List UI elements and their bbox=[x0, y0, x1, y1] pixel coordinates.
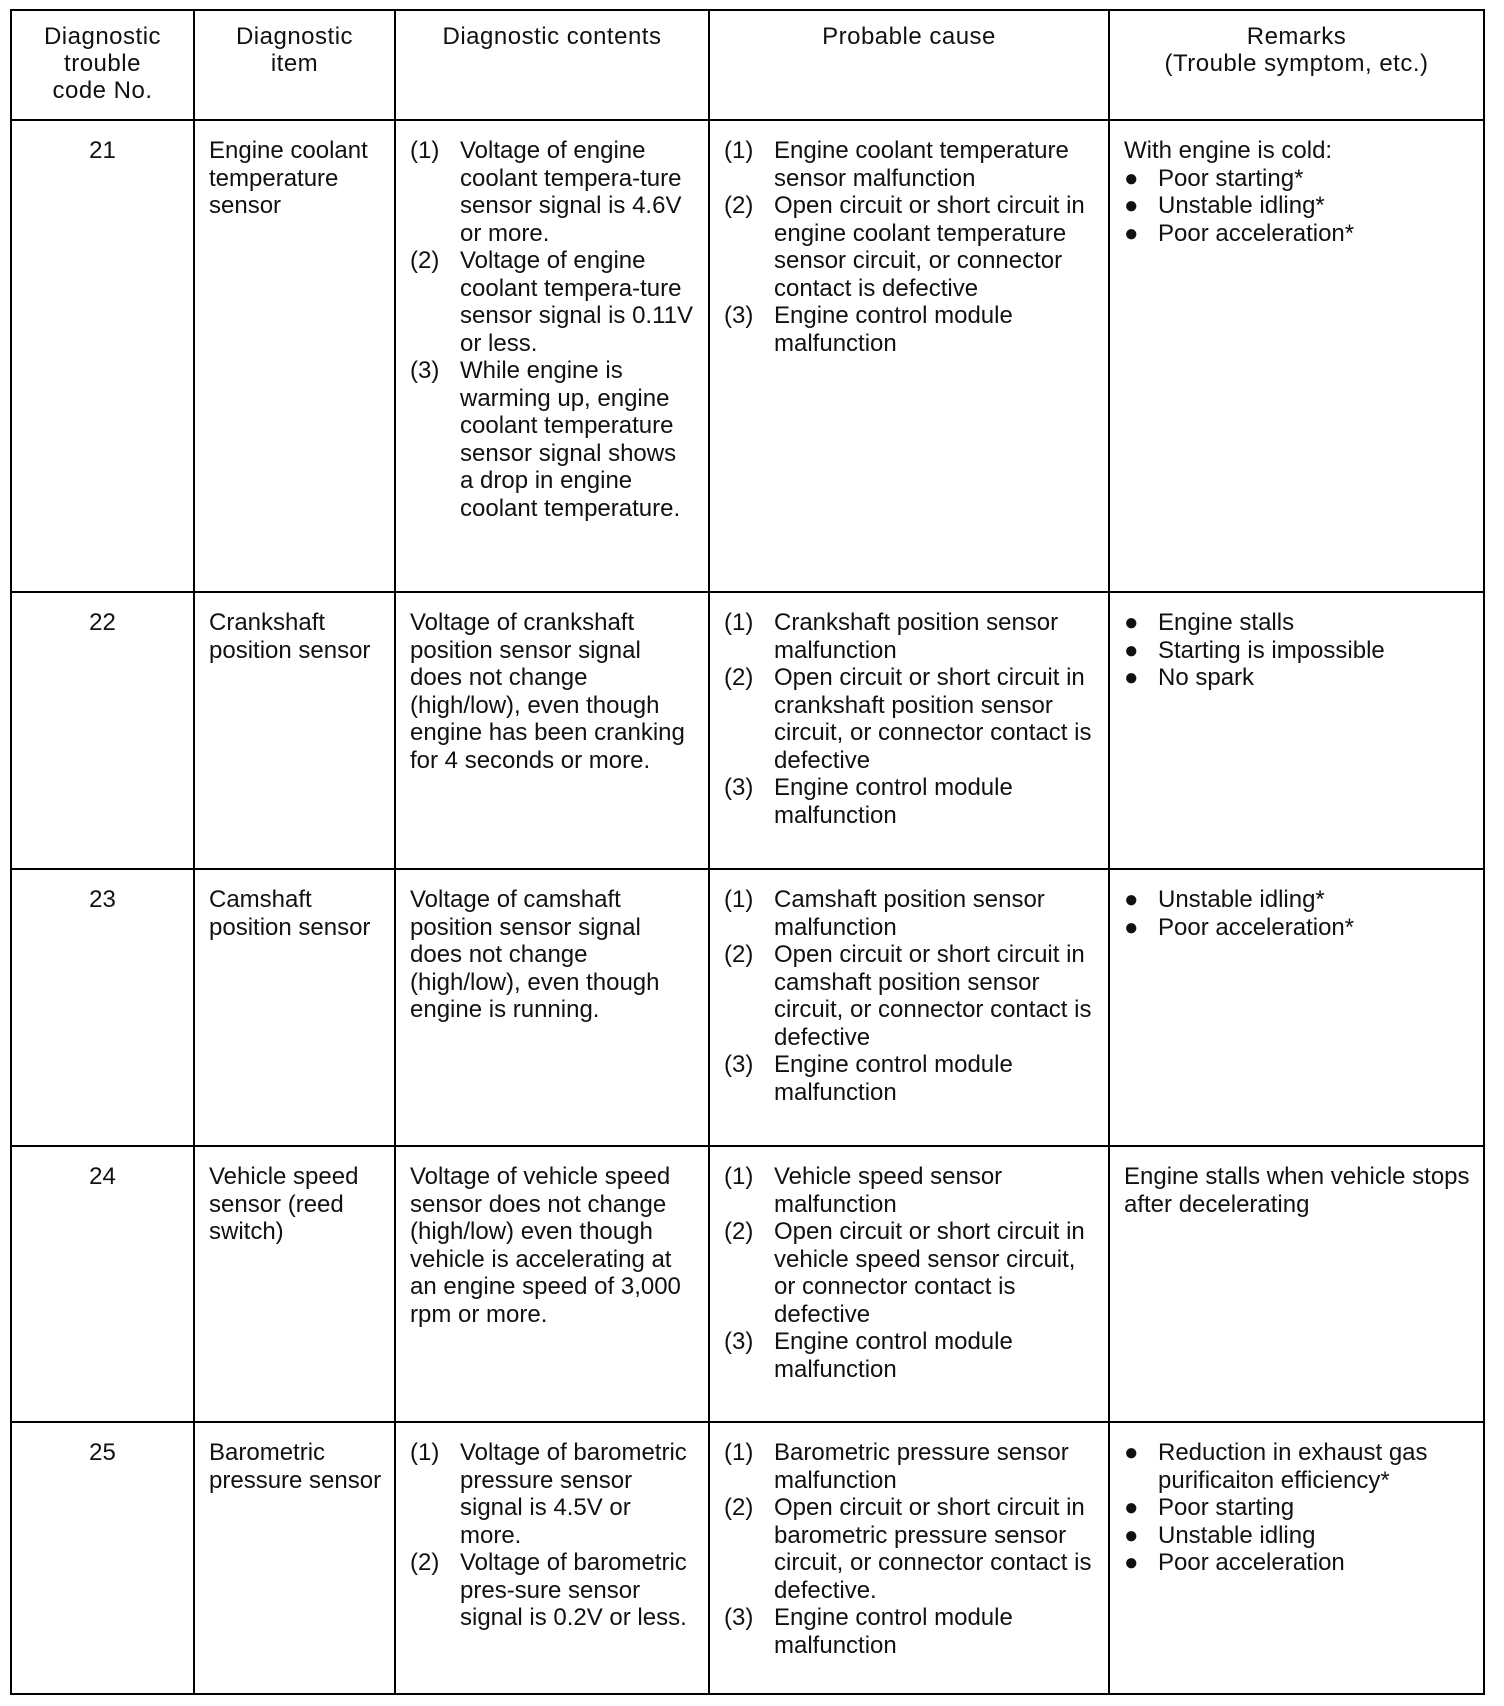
bullet-icon: ● bbox=[1124, 164, 1139, 192]
point-text: Voltage of engine coolant tempera-ture sensor signal is 4.6V or more. bbox=[460, 137, 682, 247]
remarks-cell bbox=[1109, 592, 1484, 869]
cause-point bbox=[724, 1604, 1096, 1659]
cause-cell bbox=[709, 1422, 1109, 1694]
point-number: (3) bbox=[724, 1051, 754, 1078]
header-code: Diagnostic trouble code No. bbox=[11, 10, 194, 120]
remark-bullet bbox=[1124, 914, 1471, 942]
bullet-icon: ● bbox=[1124, 913, 1139, 941]
remark-bullet bbox=[1124, 1439, 1471, 1494]
contents-cell bbox=[395, 1422, 709, 1694]
bullet-icon: ● bbox=[1124, 192, 1139, 219]
cause-point bbox=[724, 1439, 1096, 1494]
header-contents: Diagnostic contents bbox=[395, 10, 709, 120]
remark-text: Reduction in exhaust gas purificaiton efficiency* bbox=[1158, 1439, 1428, 1494]
point-text: Open circuit or short circuit in barometric pressure sensor circuit, or connector contact is defective. bbox=[774, 1494, 1092, 1604]
remark-text: Engine stalls bbox=[1158, 609, 1295, 636]
remark-text: Unstable idling* bbox=[1158, 886, 1325, 913]
bullet-icon: ● bbox=[1124, 1549, 1139, 1576]
remark-text: Poor starting bbox=[1158, 1494, 1295, 1521]
remark-text: Poor acceleration bbox=[1158, 1549, 1345, 1576]
cause-cell bbox=[709, 869, 1109, 1146]
bullet-icon: ● bbox=[1124, 886, 1139, 913]
remarks-intro: With engine is cold: bbox=[1124, 137, 1333, 164]
point-text: Engine control module malfunction bbox=[774, 1328, 1013, 1383]
header-remarks-subtitle: (Trouble symptom, etc.) bbox=[1164, 50, 1429, 77]
table-row bbox=[11, 120, 1484, 592]
table-row bbox=[11, 592, 1484, 869]
cause-point bbox=[724, 886, 1096, 941]
point-number: (2) bbox=[724, 1494, 754, 1521]
remarks-cell bbox=[1109, 869, 1484, 1146]
point-number: (2) bbox=[724, 1218, 754, 1245]
cause-point bbox=[724, 774, 1096, 829]
point-number: (2) bbox=[724, 664, 754, 691]
cause-point bbox=[724, 1163, 1096, 1218]
point-number: (3) bbox=[724, 774, 754, 801]
point-text: Open circuit or short circuit in engine coolant temperature sensor circuit, or connector contact is defective bbox=[774, 192, 1085, 302]
contents-cell: Voltage of vehicle speed sensor does not change (high/low) even though vehicle is accelerating at an engine speed of 3,000 rpm or more. bbox=[395, 1146, 709, 1422]
header-cause: Probable cause bbox=[709, 10, 1109, 120]
point-number: (3) bbox=[410, 357, 440, 384]
remark-bullet bbox=[1124, 165, 1471, 193]
remarks-cell bbox=[1109, 1422, 1484, 1694]
cause-point bbox=[724, 1218, 1096, 1328]
cause-point bbox=[724, 1328, 1096, 1383]
point-text: Crankshaft position sensor malfunction bbox=[774, 609, 1059, 664]
bullet-icon: ● bbox=[1124, 1494, 1139, 1521]
point-number: (1) bbox=[410, 137, 440, 164]
point-text: Engine control module malfunction bbox=[774, 302, 1013, 357]
code-cell: 22 bbox=[11, 592, 194, 869]
point-number: (1) bbox=[724, 137, 754, 164]
remark-bullet bbox=[1124, 1522, 1471, 1550]
point-number: (2) bbox=[724, 192, 754, 219]
bullet-icon: ● bbox=[1124, 636, 1139, 664]
remark-text: Poor starting* bbox=[1158, 164, 1304, 192]
item-cell: Vehicle speed sensor (reed switch) bbox=[194, 1146, 395, 1422]
bullet-icon: ● bbox=[1124, 1439, 1139, 1466]
point-text: Voltage of engine coolant tempera-ture sensor signal is 0.11V or less. bbox=[460, 247, 694, 357]
remark-text: Unstable idling* bbox=[1158, 192, 1325, 219]
point-number: (1) bbox=[724, 609, 754, 636]
diagnostic-table bbox=[10, 9, 1485, 1695]
contents-point bbox=[410, 1439, 696, 1549]
point-text: Engine coolant temperature sensor malfunction bbox=[774, 137, 1069, 192]
header-row bbox=[11, 10, 1484, 120]
header-remarks bbox=[1109, 10, 1484, 120]
cause-cell bbox=[709, 1146, 1109, 1422]
contents-point bbox=[410, 1549, 696, 1632]
header-item: Diagnostic item bbox=[194, 10, 395, 120]
point-text: Open circuit or short circuit in vehicle speed sensor circuit, or connector contact is defective bbox=[774, 1218, 1085, 1328]
remark-bullet bbox=[1124, 609, 1471, 637]
point-text: Open circuit or short circuit in crankshaft position sensor circuit, or connector contact is defective bbox=[774, 664, 1092, 774]
remarks-cell: Engine stalls when vehicle stops after decelerating bbox=[1109, 1146, 1484, 1422]
point-number: (2) bbox=[724, 941, 754, 968]
bullet-icon: ● bbox=[1124, 664, 1139, 691]
contents-cell: Voltage of crankshaft position sensor signal does not change (high/low), even though engine has been cranking for 4 seconds or more. bbox=[395, 592, 709, 869]
point-text: Engine control module malfunction bbox=[774, 1051, 1013, 1106]
code-cell: 21 bbox=[11, 120, 194, 592]
remark-text: Poor acceleration* bbox=[1158, 219, 1355, 247]
cause-point bbox=[724, 664, 1096, 774]
cause-point bbox=[724, 137, 1096, 192]
bullet-icon: ● bbox=[1124, 1521, 1139, 1549]
point-number: (1) bbox=[724, 1163, 754, 1190]
remark-bullet bbox=[1124, 637, 1471, 665]
cause-point bbox=[724, 192, 1096, 302]
remark-bullet bbox=[1124, 886, 1471, 914]
contents-cell: Voltage of camshaft position sensor signal does not change (high/low), even though engine is running. bbox=[395, 869, 709, 1146]
remark-bullet bbox=[1124, 1549, 1471, 1577]
point-number: (1) bbox=[724, 1439, 754, 1466]
code-cell: 24 bbox=[11, 1146, 194, 1422]
point-text: Voltage of barometric pres-sure sensor signal is 0.2V or less. bbox=[460, 1549, 687, 1631]
remark-bullet bbox=[1124, 220, 1471, 248]
remark-text: Unstable idling bbox=[1158, 1521, 1316, 1549]
contents-point bbox=[410, 357, 696, 522]
point-number: (2) bbox=[410, 247, 440, 274]
point-number: (2) bbox=[410, 1549, 440, 1576]
table-row bbox=[11, 1146, 1484, 1422]
contents-point bbox=[410, 137, 696, 247]
code-cell: 23 bbox=[11, 869, 194, 1146]
cause-point bbox=[724, 302, 1096, 357]
cause-point bbox=[724, 1051, 1096, 1106]
point-number: (1) bbox=[410, 1439, 440, 1466]
contents-point bbox=[410, 247, 696, 357]
remark-text: No spark bbox=[1158, 664, 1255, 691]
cause-point bbox=[724, 941, 1096, 1051]
item-cell: Barometric pressure sensor bbox=[194, 1422, 395, 1694]
point-text: Vehicle speed sensor malfunction bbox=[774, 1163, 1003, 1218]
contents-cell bbox=[395, 120, 709, 592]
point-text: Voltage of barometric pressure sensor signal is 4.5V or more. bbox=[460, 1439, 687, 1549]
point-text: Engine control module malfunction bbox=[774, 1604, 1013, 1659]
cause-cell bbox=[709, 592, 1109, 869]
remark-bullet bbox=[1124, 192, 1471, 220]
point-text: Open circuit or short circuit in camshaft position sensor circuit, or connector contact is defective bbox=[774, 941, 1092, 1051]
point-number: (3) bbox=[724, 1328, 754, 1355]
remark-bullet bbox=[1124, 664, 1471, 692]
point-text: Engine control module malfunction bbox=[774, 774, 1013, 829]
point-text: Camshaft position sensor malfunction bbox=[774, 886, 1045, 941]
remark-text: Starting is impossible bbox=[1158, 636, 1385, 664]
bullet-icon: ● bbox=[1124, 219, 1139, 247]
header-remarks-title: Remarks bbox=[1246, 23, 1347, 50]
bullet-icon: ● bbox=[1124, 609, 1139, 636]
cause-cell bbox=[709, 120, 1109, 592]
point-text: Barometric pressure sensor malfunction bbox=[774, 1439, 1069, 1494]
remark-text: Poor acceleration* bbox=[1158, 913, 1355, 941]
point-number: (1) bbox=[724, 886, 754, 913]
remarks-cell bbox=[1109, 120, 1484, 592]
item-cell: Camshaft position sensor bbox=[194, 869, 395, 1146]
point-number: (3) bbox=[724, 302, 754, 329]
point-text: While engine is warming up, engine coolant temperature sensor signal shows a drop in engine coolant temperature. bbox=[460, 357, 681, 522]
remark-bullet bbox=[1124, 1494, 1471, 1522]
item-cell: Engine coolant temperature sensor bbox=[194, 120, 395, 592]
item-cell: Crankshaft position sensor bbox=[194, 592, 395, 869]
table-row bbox=[11, 1422, 1484, 1694]
table-row bbox=[11, 869, 1484, 1146]
cause-point bbox=[724, 1494, 1096, 1604]
code-cell: 25 bbox=[11, 1422, 194, 1694]
cause-point bbox=[724, 609, 1096, 664]
point-number: (3) bbox=[724, 1604, 754, 1631]
